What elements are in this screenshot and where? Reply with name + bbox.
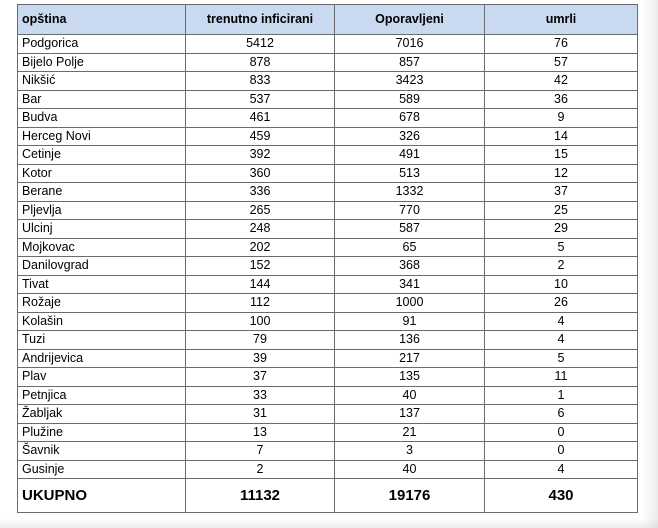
total-deceased: 430 <box>485 479 638 513</box>
cell-recovered: 217 <box>335 349 485 368</box>
cell-currently-infected: 7 <box>186 442 335 461</box>
table-row <box>18 294 638 313</box>
cell-municipality: Plužine <box>18 423 186 442</box>
cell-currently-infected: 878 <box>186 53 335 72</box>
cell-recovered: 7016 <box>335 35 485 54</box>
table-row <box>18 164 638 183</box>
table-row <box>18 146 638 165</box>
cell-currently-infected: 79 <box>186 331 335 350</box>
cell-currently-infected: 100 <box>186 312 335 331</box>
cell-municipality: Budva <box>18 109 186 128</box>
header-recovered: Oporavljeni <box>335 5 485 35</box>
cell-municipality: Šavnik <box>18 442 186 461</box>
cell-municipality: Berane <box>18 183 186 202</box>
total-recovered: 19176 <box>335 479 485 513</box>
table-row <box>18 53 638 72</box>
cell-deceased: 15 <box>485 146 638 165</box>
cell-currently-infected: 265 <box>186 201 335 220</box>
cell-municipality: Cetinje <box>18 146 186 165</box>
cell-municipality: Bar <box>18 90 186 109</box>
cell-currently-infected: 392 <box>186 146 335 165</box>
cell-recovered: 770 <box>335 201 485 220</box>
cell-municipality: Rožaje <box>18 294 186 313</box>
cell-recovered: 326 <box>335 127 485 146</box>
cell-recovered: 3 <box>335 442 485 461</box>
cell-recovered: 136 <box>335 331 485 350</box>
cell-deceased: 4 <box>485 312 638 331</box>
cell-deceased: 37 <box>485 183 638 202</box>
cell-currently-infected: 112 <box>186 294 335 313</box>
table-row <box>18 312 638 331</box>
cell-recovered: 678 <box>335 109 485 128</box>
table-row <box>18 127 638 146</box>
cell-deceased: 25 <box>485 201 638 220</box>
cell-municipality: Kotor <box>18 164 186 183</box>
cell-currently-infected: 336 <box>186 183 335 202</box>
cell-recovered: 65 <box>335 238 485 257</box>
cell-deceased: 1 <box>485 386 638 405</box>
cell-deceased: 4 <box>485 460 638 479</box>
cell-recovered: 40 <box>335 386 485 405</box>
table-row <box>18 90 638 109</box>
total-currently-infected: 11132 <box>186 479 335 513</box>
table-row <box>18 331 638 350</box>
cell-deceased: 12 <box>485 164 638 183</box>
cell-deceased: 9 <box>485 109 638 128</box>
cell-currently-infected: 2 <box>186 460 335 479</box>
cell-currently-infected: 39 <box>186 349 335 368</box>
cell-currently-infected: 13 <box>186 423 335 442</box>
cell-recovered: 1000 <box>335 294 485 313</box>
cell-recovered: 857 <box>335 53 485 72</box>
cell-currently-infected: 5412 <box>186 35 335 54</box>
table-row <box>18 220 638 239</box>
header-municipality: opština <box>18 5 186 35</box>
cell-deceased: 5 <box>485 349 638 368</box>
cell-currently-infected: 202 <box>186 238 335 257</box>
cell-municipality: Gusinje <box>18 460 186 479</box>
cell-municipality: Petnjica <box>18 386 186 405</box>
cell-currently-infected: 37 <box>186 368 335 387</box>
cell-recovered: 3423 <box>335 72 485 91</box>
table-row <box>18 460 638 479</box>
cell-deceased: 6 <box>485 405 638 424</box>
cell-recovered: 40 <box>335 460 485 479</box>
table-row <box>18 201 638 220</box>
table-row <box>18 405 638 424</box>
cell-municipality: Plav <box>18 368 186 387</box>
cell-currently-infected: 33 <box>186 386 335 405</box>
cell-currently-infected: 459 <box>186 127 335 146</box>
cell-deceased: 42 <box>485 72 638 91</box>
cell-currently-infected: 360 <box>186 164 335 183</box>
cell-municipality: Pljevlja <box>18 201 186 220</box>
table-row <box>18 423 638 442</box>
covid-statistics-table <box>17 4 638 513</box>
cell-currently-infected: 31 <box>186 405 335 424</box>
cell-municipality: Tivat <box>18 275 186 294</box>
cell-recovered: 491 <box>335 146 485 165</box>
cell-deceased: 26 <box>485 294 638 313</box>
cell-currently-infected: 152 <box>186 257 335 276</box>
cell-municipality: Andrijevica <box>18 349 186 368</box>
cell-municipality: Ulcinj <box>18 220 186 239</box>
cell-municipality: Herceg Novi <box>18 127 186 146</box>
table-row <box>18 349 638 368</box>
cell-municipality: Mojkovac <box>18 238 186 257</box>
cell-currently-infected: 144 <box>186 275 335 294</box>
table-header-row <box>18 5 638 35</box>
cell-deceased: 11 <box>485 368 638 387</box>
cell-deceased: 36 <box>485 90 638 109</box>
cell-municipality: Danilovgrad <box>18 257 186 276</box>
cell-recovered: 589 <box>335 90 485 109</box>
cell-recovered: 91 <box>335 312 485 331</box>
cell-recovered: 137 <box>335 405 485 424</box>
table-row <box>18 275 638 294</box>
cell-currently-infected: 833 <box>186 72 335 91</box>
cell-deceased: 5 <box>485 238 638 257</box>
table-row <box>18 386 638 405</box>
page-shadow-bottom <box>0 518 658 528</box>
cell-currently-infected: 461 <box>186 109 335 128</box>
cell-deceased: 57 <box>485 53 638 72</box>
cell-recovered: 135 <box>335 368 485 387</box>
cell-recovered: 368 <box>335 257 485 276</box>
table-row <box>18 72 638 91</box>
cell-recovered: 341 <box>335 275 485 294</box>
cell-currently-infected: 537 <box>186 90 335 109</box>
cell-deceased: 4 <box>485 331 638 350</box>
page-shadow-right <box>642 0 658 528</box>
cell-municipality: Kolašin <box>18 312 186 331</box>
cell-recovered: 21 <box>335 423 485 442</box>
cell-recovered: 587 <box>335 220 485 239</box>
cell-deceased: 76 <box>485 35 638 54</box>
cell-recovered: 1332 <box>335 183 485 202</box>
cell-municipality: Bijelo Polje <box>18 53 186 72</box>
cell-deceased: 0 <box>485 442 638 461</box>
table-row <box>18 109 638 128</box>
header-deceased: umrli <box>485 5 638 35</box>
cell-municipality: Nikšić <box>18 72 186 91</box>
table-body <box>18 35 638 479</box>
table-total-row <box>18 479 638 513</box>
table-row <box>18 183 638 202</box>
cell-deceased: 29 <box>485 220 638 239</box>
cell-currently-infected: 248 <box>186 220 335 239</box>
cell-deceased: 2 <box>485 257 638 276</box>
cell-deceased: 14 <box>485 127 638 146</box>
cell-municipality: Podgorica <box>18 35 186 54</box>
cell-deceased: 10 <box>485 275 638 294</box>
table-row <box>18 368 638 387</box>
cell-recovered: 513 <box>335 164 485 183</box>
header-currently-infected: trenutno inficirani <box>186 5 335 35</box>
table-row <box>18 238 638 257</box>
table-row <box>18 257 638 276</box>
table-row <box>18 442 638 461</box>
cell-municipality: Žabljak <box>18 405 186 424</box>
cell-deceased: 0 <box>485 423 638 442</box>
table-row <box>18 35 638 54</box>
cell-municipality: Tuzi <box>18 331 186 350</box>
total-label: UKUPNO <box>18 479 186 513</box>
